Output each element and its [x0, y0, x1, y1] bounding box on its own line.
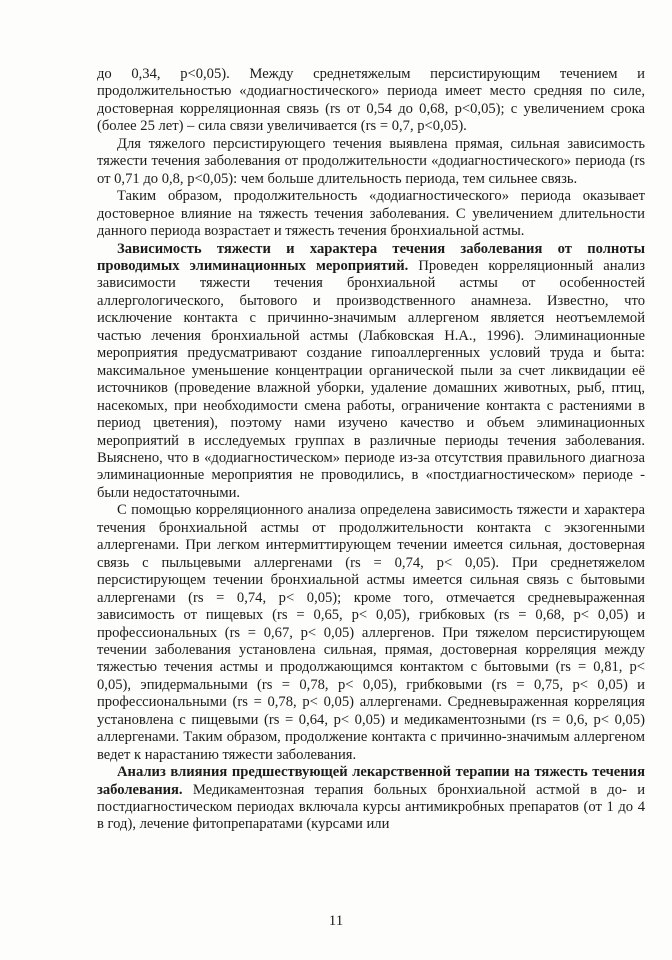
paragraph-2-text: Для тяжелого персистирующего течения выявлена прямая, сильная зависимость тяжести течения заболевания от продолжительности «додиагностического» периода (rs от 0,71 до 0,8, р<0,05): чем больше длительность периода, тем сильнее связь.	[97, 135, 645, 187]
paragraph-1	[97, 66, 645, 136]
page-number: 11	[328, 913, 344, 929]
paragraph-2	[97, 136, 645, 188]
page-text-body	[97, 66, 645, 834]
paragraph-4-text: Проведен корреляционный анализ зависимости тяжести течения бронхиальной астмы от особенностей аллергологического, бытового и производственного анамнеза. Известно, что исключение контакта с причинно-значимым аллергеном является неотъемлемой частью лечения бронхиальной астмы (Лабковская Н.А., 1996). Элиминационные мероприятия предусматривают создание гипоаллергенных условий труда и быта: максимальное уменьшение концентрации органической пыли за счет ликвидации её источников (проведение влажной уборки, удаление домашних животных, рыб, птиц, насекомых, при необходимости смена работы, ограничение контакта с растениями в период цветения), поэтому нами изучено качество и объем элиминационных мероприятий в исследуемых группах в различные периоды течения заболевания. Выяснено, что в «додиагностическом» периоде из-за отсутствия правильного диагноза элиминационные мероприятия не проводились, в «постдиагностическом» периоде - были недостаточными.	[97, 257, 645, 501]
paragraph-6-text: Медикаментозная терапия больных бронхиальной астмой в до- и постдиагностическом периодах включала курсы антимикробных препаратов (от 1 до 4 в год), лечение фитопрепаратами (курсами или	[97, 781, 645, 833]
paragraph-3	[97, 188, 645, 240]
paragraph-6	[97, 764, 645, 834]
paragraph-3-text: Таким образом, продолжительность «додиагностического» периода оказывает достоверное влияние на тяжесть течения заболевания. С увеличением длительности данного периода возрастает и тяжесть течения бронхиальной астмы.	[97, 188, 645, 240]
paragraph-4-heading: Зависимость тяжести и характера течения заболевания от полноты проводимых элиминационных мероприятий.	[97, 240, 645, 274]
paragraph-4	[97, 241, 645, 503]
paragraph-5	[97, 502, 645, 764]
paragraph-1-text: до 0,34, р<0,05). Между среднетяжелым персистирующим течением и продолжительностью «додиагностического» периода имеет место средняя по силе, достоверная корреляционная связь (rs от 0,54 до 0,68, р<0,05); с увеличением срока (более 25 лет) – сила связи увеличивается (rs = 0,7, р<0,05).	[97, 66, 645, 135]
paragraph-6-heading: Анализ влияния предшествующей лекарственной терапии на тяжесть течения заболевания.	[97, 764, 645, 798]
paragraph-5-text: С помощью корреляционного анализа определена зависимость тяжести и характера течения бронхиальной астмы от продолжительности контакта с экзогенными аллергенами. При легком интермиттирующем течении имеется сильная, достоверная связь с пыльцевыми аллергенами (rs = 0,74, р< 0,05). При среднетяжелом персистирующем течении бронхиальной астмы имеется сильная связь с бытовыми аллергенами (rs = 0,74, р< 0,05); кроме того, отмечается средневыраженная зависимость от пищевых (rs = 0,65, р< 0,05), грибковых (rs = 0,68, р< 0,05) и профессиональных (rs = 0,67, р< 0,05) аллергенов. При тяжелом персистирующем течении заболевания установлена сильная, прямая, достоверная корреляция между тяжестью течения астмы и продолжающимся контактом с бытовыми (rs = 0,81, р< 0,05), эпидермальными (rs = 0,78, р< 0,05), грибковыми (rs = 0,75, р< 0,05) и профессиональными (rs = 0,78, р< 0,05) аллергенами. Средневыраженная корреляция установлена с пищевыми (rs = 0,64, р< 0,05) и медикаментозными (rs = 0,6, р< 0,05) аллергенами. Таким образом, продолжение контакта с причинно-значимым аллергеном ведет к нарастанию тяжести заболевания.	[97, 502, 645, 763]
